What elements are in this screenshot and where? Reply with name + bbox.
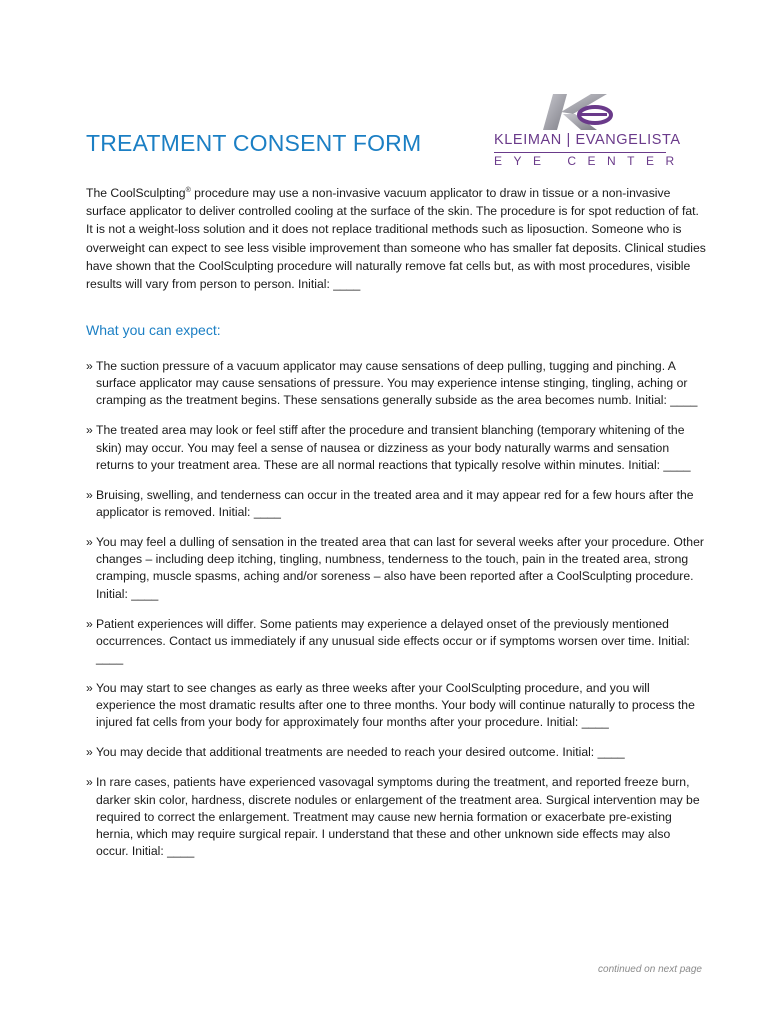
list-item-text: The treated area may look or feel stiff after the procedure and transient blanching (temporary whitening of the skin) may occur. You may feel a sense of nausea or dizziness as your body naturally warms and sensation returns to your treatment area. These are all normal reactions that typically resolve within minutes. Initial: ____	[96, 423, 691, 472]
bullet-glyph: »	[86, 359, 93, 373]
list-item	[86, 358, 706, 410]
bullet-glyph: »	[86, 535, 93, 550]
intro-paragraph	[86, 184, 706, 293]
page-title: TREATMENT CONSENT FORM	[86, 130, 422, 156]
bullet-glyph: »	[86, 487, 93, 502]
list-item-text: In rare cases, patients have experienced vasovagal symptoms during the treatment, and reported freeze burn, darker skin color, hardness, discrete nodules or enlargement of the treatment area. Surgical intervention may be required to correct the enlargement. Treatment may cause new hernia formation or exacerbate pre-existing hernia, which may require surgical repair. I understand that these and other unknown side effects may also occur. Initial: ____	[96, 775, 700, 859]
list-item	[86, 680, 706, 732]
expectation-list	[86, 358, 706, 873]
clinic-logo	[494, 92, 686, 172]
list-item	[86, 774, 706, 860]
list-item-text: You may start to see changes as early as three weeks after your CoolSculpting procedure, and you will experience the most dramatic results after one to three months. Your body will continue naturally to process the injured fat cells from your body for approximately four months after your procedure. Initial: ____	[96, 681, 695, 730]
bullet-glyph: »	[86, 745, 93, 760]
list-item	[86, 744, 706, 761]
intro-text-part1: The CoolSculpting	[86, 186, 186, 200]
bullet-glyph: »	[86, 423, 93, 438]
registered-mark: ®	[185, 186, 191, 194]
list-item	[86, 487, 706, 521]
logo-line-2: EYE CENTER	[494, 154, 686, 168]
section-heading: What you can expect:	[86, 322, 221, 338]
list-item-text: Patient experiences will differ. Some patients may experience a delayed onset of the previously mentioned occurrences. Contact us immediately if any unusual side effects occur or if symptoms worsen over time. Initial: ____	[96, 616, 690, 666]
list-item	[86, 534, 706, 603]
intro-text-part2: procedure may use a non-invasive vacuum applicator to draw in tissue or a non-invasive surface applicator to deliver controlled cooling at the surface of the skin. The procedure is for spot reduction of fat. It is not a weight-loss solution and it does not replace traditional methods such as liposuction. Someone who is overweight can expect to see less visible improvement than someone who has smaller fat deposits. Clinical studies have shown that the CoolSculpting procedure will naturally remove fat cells but, as with most procedures, visible results will vary from person to person. Initial: ____	[86, 186, 706, 292]
logo-line-1: KLEIMAN | EVANGELISTA	[494, 132, 681, 148]
logo-divider	[494, 152, 666, 153]
list-item	[86, 422, 706, 474]
bullet-glyph: »	[86, 775, 93, 790]
list-item-text: Bruising, swelling, and tenderness can occur in the treated area and it may appear red for a few hours after the applicator is removed. Initial: ____	[96, 487, 694, 520]
bullet-glyph: »	[86, 616, 93, 631]
ke-monogram-icon	[539, 92, 619, 132]
continued-note: continued on next page	[598, 964, 702, 975]
list-item	[86, 616, 706, 668]
list-item-text: You may decide that additional treatments are needed to reach your desired outcome. Initial: ____	[96, 745, 625, 760]
bullet-glyph: »	[86, 681, 93, 696]
list-item-text: The suction pressure of a vacuum applicator may cause sensations of deep pulling, tugging and pinching. A surface applicator may cause sensations of pressure. You may experience intense stinging, tingling, aching or cramping as the treatment begins. These sensations generally subside as the area becomes numb. Initial: ____	[96, 359, 698, 408]
list-item-text: You may feel a dulling of sensation in the treated area that can last for several weeks after your procedure. Other changes – including deep itching, tingling, numbness, tenderness to the touch, pain in the treated area, strong cramping, muscle spasms, aching and/or soreness – also have been reported after a CoolSculpting procedure. Initial: ____	[96, 535, 704, 601]
